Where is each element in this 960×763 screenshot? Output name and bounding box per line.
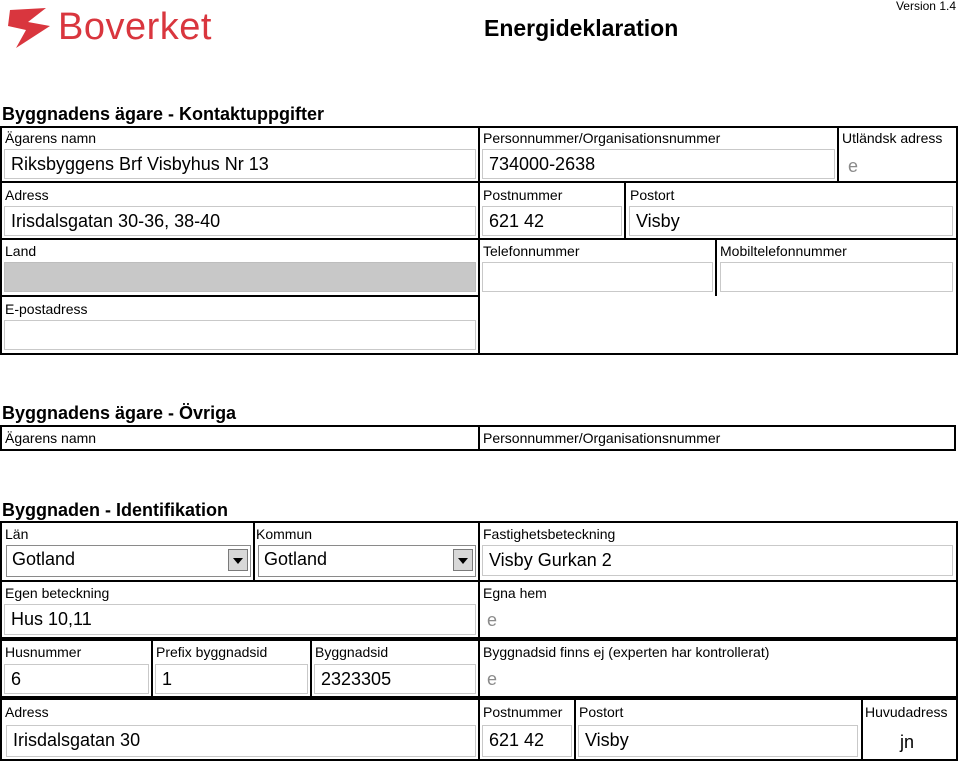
building-city-label: Postort: [579, 704, 624, 720]
building-postal-code-label: Postnummer: [483, 704, 563, 720]
prefix-label: Prefix byggnadsid: [156, 644, 268, 660]
owner-name-field[interactable]: Riksbyggens Brf Visbyhus Nr 13: [4, 149, 476, 179]
no-building-id-checkbox[interactable]: e: [487, 669, 498, 689]
org-nr-field[interactable]: 734000-2638: [482, 149, 835, 179]
building-id-field[interactable]: 2323305: [314, 664, 476, 694]
version-label: Version 1.4: [895, 0, 956, 13]
address-label: Adress: [5, 187, 49, 203]
address-field[interactable]: Irisdalsgatan 30-36, 38-40: [4, 206, 476, 236]
county-label: Län: [5, 526, 29, 542]
property-field[interactable]: Visby Gurkan 2: [482, 545, 953, 576]
foreign-address-checkbox[interactable]: e: [848, 156, 859, 176]
postal-code-label: Postnummer: [483, 187, 563, 203]
document-title: Energideklaration: [484, 15, 679, 41]
property-label: Fastighetsbeteckning: [483, 526, 616, 542]
org-nr-label: Personnummer/Organisationsnummer: [483, 130, 721, 146]
city-label: Postort: [630, 187, 675, 203]
country-field[interactable]: [4, 262, 476, 292]
section-heading-contact: Byggnadens ägare - Kontaktuppgifter: [2, 104, 325, 124]
email-field[interactable]: [4, 320, 476, 350]
building-address-label: Adress: [5, 704, 49, 720]
no-building-id-label: Byggnadsid finns ej (experten har kontrollerat): [483, 644, 770, 660]
county-select[interactable]: [6, 545, 251, 577]
foreign-address-label: Utländsk adress: [842, 130, 943, 146]
chevron-down-icon[interactable]: [453, 549, 473, 571]
email-label: E-postadress: [5, 301, 88, 317]
building-id-label: Byggnadsid: [315, 644, 389, 660]
section-heading-other-owners: Byggnadens ägare - Övriga: [2, 403, 237, 423]
building-postal-code-field[interactable]: 621 42: [482, 725, 572, 757]
house-nr-label: Husnummer: [5, 644, 82, 660]
building-address-field[interactable]: Irisdalsgatan 30: [6, 725, 476, 757]
building-city-field[interactable]: Visby: [578, 725, 858, 757]
main-address-label: Huvudadress: [865, 704, 948, 720]
chevron-down-icon[interactable]: [228, 549, 248, 571]
logo-text: Boverket: [58, 6, 212, 48]
boverket-logo: [6, 4, 226, 52]
own-home-label: Egna hem: [483, 585, 547, 601]
own-designation-label: Egen beteckning: [5, 585, 110, 601]
own-designation-field[interactable]: Hus 10,11: [4, 604, 476, 635]
phone-field[interactable]: [482, 262, 713, 292]
municipality-value: Gotland: [264, 549, 328, 569]
boverket-logo-icon: [6, 4, 56, 52]
country-label: Land: [5, 243, 37, 259]
other-org-nr-label: Personnummer/Organisationsnummer: [483, 430, 721, 446]
postal-code-field[interactable]: 621 42: [482, 206, 622, 236]
other-owner-name-label: Ägarens namn: [5, 430, 97, 446]
house-nr-field[interactable]: 6: [4, 664, 149, 694]
owner-name-label: Ägarens namn: [5, 130, 97, 146]
city-field[interactable]: Visby: [629, 206, 953, 236]
municipality-select[interactable]: [258, 545, 476, 577]
mobile-field[interactable]: [720, 262, 953, 292]
mobile-label: Mobiltelefonnummer: [720, 243, 847, 259]
county-value: Gotland: [12, 549, 76, 569]
main-address-radio[interactable]: jn: [900, 732, 915, 752]
phone-label: Telefonnummer: [483, 243, 580, 259]
own-home-checkbox[interactable]: e: [487, 610, 498, 630]
section-heading-identification: Byggnaden - Identifikation: [2, 500, 229, 520]
municipality-label: Kommun: [256, 526, 313, 542]
prefix-field[interactable]: 1: [155, 664, 308, 694]
